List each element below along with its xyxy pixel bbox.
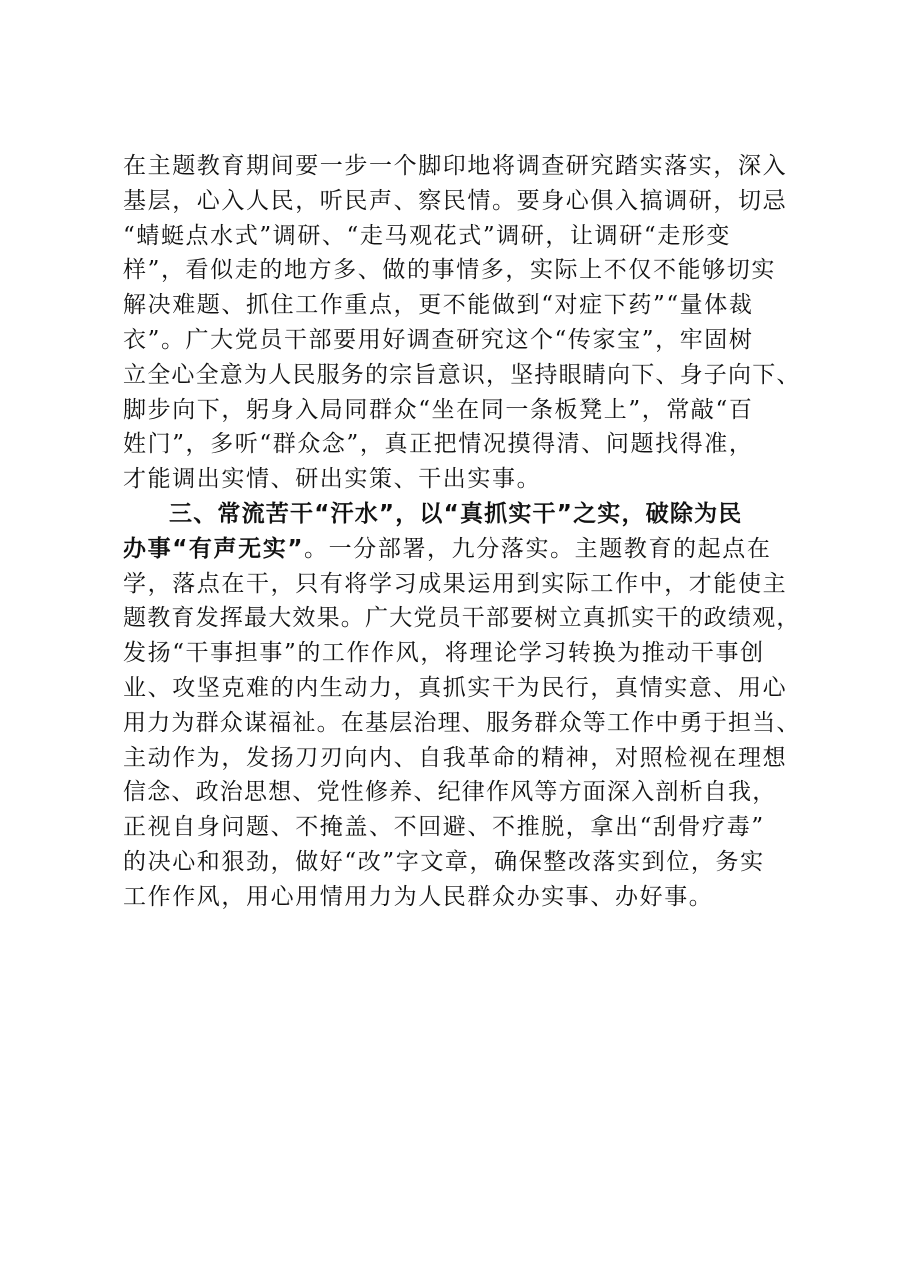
text-line: 的决心和狠劲，做好“改”字文章，确保整改落实到位，务实 [123, 848, 765, 875]
section-heading-tail: 办事“有声无实” [123, 535, 305, 562]
text-line: 姓门”，多听“群众念”，真正把情况摸得清、问题找得准， [123, 431, 754, 458]
text-line: 业、攻坚克难的内生动力，真抓实干为民行，真情实意、用心 [123, 674, 788, 701]
text-line: “蜻蜓点水式”调研、“走马观花式”调研，让调研“走形变 [123, 222, 731, 249]
text-line: 在主题教育期间要一步一个脚印地将调查研究踏实落实，深入 [123, 153, 788, 179]
text-line-rest: 。一分部署，九分落实。主题教育的起点在 [304, 535, 772, 562]
text-line: 工作作风，用心用情用力为人民群众办实事、办好事。 [123, 883, 714, 910]
text-line: 学，落点在干，只有将学习成果运用到实际工作中，才能使主 [123, 570, 788, 597]
text-line: 脚步向下，躬身入局同群众“坐在同一条板凳上”，常敲“百 [123, 396, 754, 423]
text-line: 发扬“干事担事”的工作作风，将理论学习转换为推动干事创 [123, 640, 765, 667]
paragraph-2 [123, 497, 813, 915]
text-line: 正视自身问题、不掩盖、不回避、不推脱，拿出“刮骨疗毒” [123, 814, 765, 841]
text-line: 主动作为，发扬刀刃向内、自我革命的精神，对照检视在理想 [123, 744, 788, 771]
text-line: 样”，看似走的地方多、做的事情多，实际上不仅不能够切实 [123, 257, 776, 284]
text-line: 解决难题、抓住工作重点，更不能做到“对症下药”“量体裁 [123, 292, 754, 319]
text-line [123, 532, 813, 567]
section-heading-line: 三、常流苦干“汗水”，以“真抓实干”之实，破除为民 [169, 500, 743, 527]
body-text [123, 149, 813, 915]
text-line: 衣”。广大党员干部要用好调查研究这个“传家宝”，牢固树 [123, 326, 754, 353]
paragraph-1 [123, 149, 813, 497]
text-line: 题教育发挥最大效果。广大党员干部要树立真抓实干的政绩观， [123, 605, 801, 632]
text-line: 立全心全意为人民服务的宗旨意识，坚持眼睛向下、身子向下、 [123, 361, 801, 388]
text-line: 信念、政治思想、党性修养、纪律作风等方面深入剖析自我， [123, 779, 777, 806]
text-line: 用力为群众谋福祉。在基层治理、服务群众等工作中勇于担当、 [123, 709, 801, 736]
text-line: 基层，心入人民，听民声、察民情。要身心俱入搞调研，切忌 [123, 187, 788, 214]
text-line: 才能调出实情、研出实策、干出实事。 [123, 466, 542, 493]
